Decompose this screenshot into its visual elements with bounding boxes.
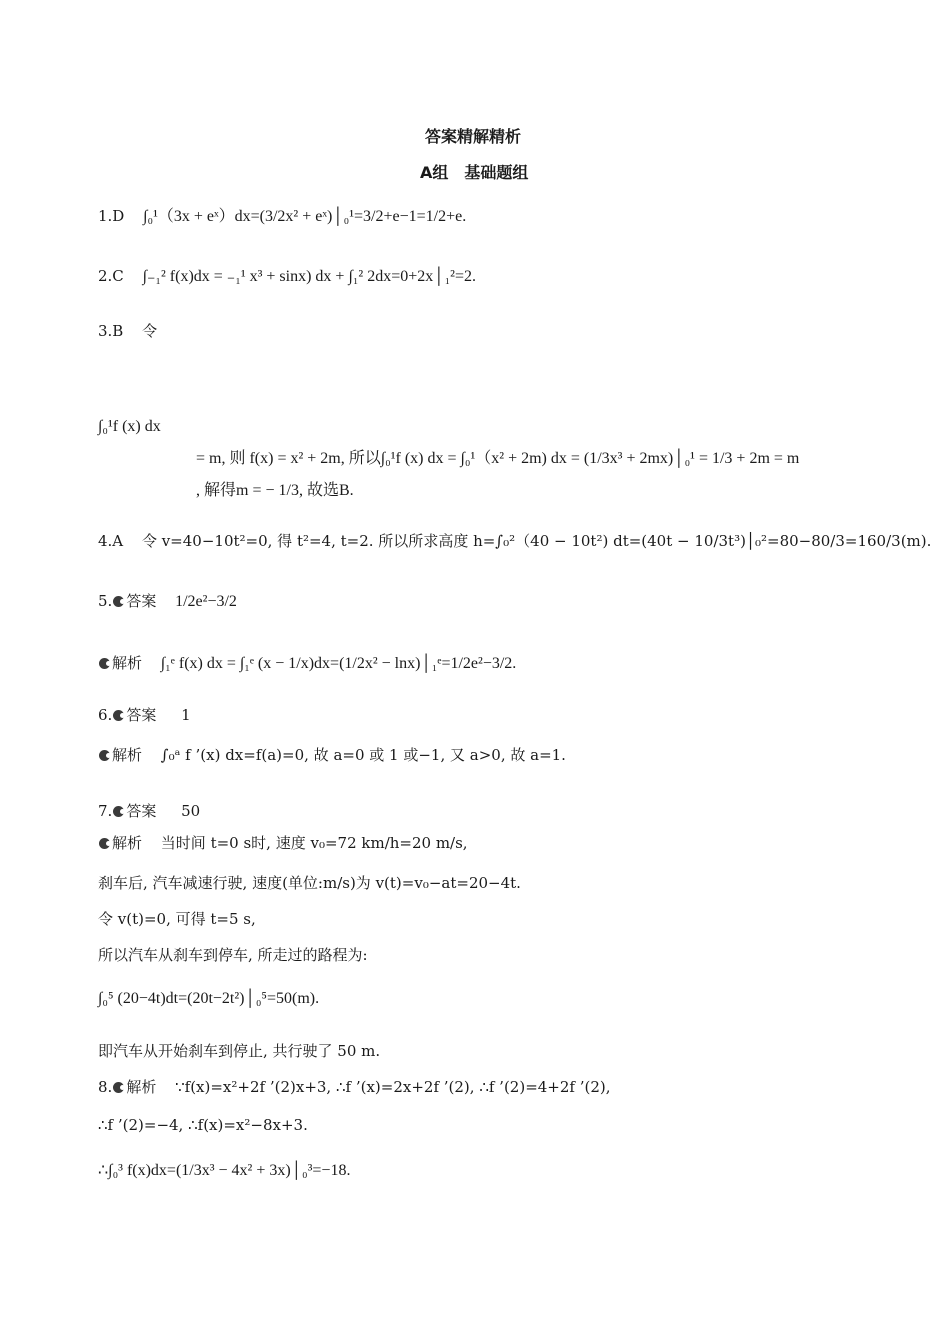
item-body: 1 [181,706,191,724]
analysis-icon [99,658,110,669]
item-7-line-2: 刹车后, 汽车减速行驶, 速度(单位:m/s)为 v(t)=v₀−at=20−4t. [98,874,521,892]
item-number: 5. [98,592,113,610]
item-7-line-6: 即汽车从开始刹车到停止, 共行驶了 50 m. [98,1042,381,1060]
item-3-line-2: = m, 则 f(x) = x² + 2m, 所以∫₀¹f (x) dx = ∫₀¹（x² + 2m) dx = (1/3x³ + 2mx)│₀¹ = 1/3 + 2m = m [196,450,800,467]
item-body: 1/2e²−3/2 [175,593,237,610]
item-number: 8. [98,1078,113,1096]
answer-item-2 [98,265,476,288]
answer-item-4 [98,530,931,552]
item-body: ∫₁ᵉ f(x) dx = ∫₁ᵉ (x − 1/x)dx=(1/2x² − lnx)│₁ᵉ=1/2e²−3/2. [160,655,517,672]
answer-item-5 [98,590,237,613]
section-subtitle: A组 基础题组 [420,163,529,182]
item-8-line-3: ∴∫₀³ f(x)dx=(1/3x³ − 4x² + 3x)│₀³=−18. [98,1162,351,1179]
item-3-line-3: , 解得m = − 1/3, 故选B. [196,482,354,499]
answer-label: 答案 [126,592,157,610]
page-title: 答案精解精析 [425,127,522,146]
item-body: 50 [181,802,201,820]
item-body: ∫₀ᵃ f ’(x) dx=f(a)=0, 故 a=0 或 1 或−1, 又 a>0, 故 a=1. [160,746,566,764]
item-body: 令 [142,322,158,340]
answer-item-8 [98,1076,611,1098]
analysis-label: 解析 [126,1078,157,1096]
answer-item-3 [98,320,157,342]
answer-item-5-analysis [98,652,516,675]
item-8-line-2: ∴f ’(2)=−4, ∴f(x)=x²−8x+3. [98,1116,308,1134]
analysis-label: 解析 [112,834,143,852]
analysis-icon [99,838,110,849]
item-body: ∫₋₁² f(x)dx = ₋₁¹ x³ + sinx) dx + ∫₁² 2dx=0+2x│₁²=2. [142,268,476,285]
item-number: 4.A [98,532,124,550]
answer-icon [113,596,124,607]
answer-item-1 [98,205,466,228]
item-body: ∵f(x)=x²+2f ’(2)x+3, ∴f ’(x)=2x+2f ’(2), ∴f ’(2)=4+2f ’(2), [175,1078,611,1096]
analysis-label: 解析 [112,654,143,672]
answer-item-7 [98,800,200,822]
answer-icon [113,710,124,721]
answer-item-6-analysis [98,744,566,766]
item-7-line-5: ∫₀⁵ (20−4t)dt=(20t−2t²)│₀⁵=50(m). [98,990,320,1007]
item-number: 6. [98,706,113,724]
item-number: 2.C [98,267,124,285]
answer-item-7-analysis [98,832,468,854]
item-body: 令 v=40−10t²=0, 得 t²=4, t=2. 所以所求高度 h=∫₀²（40 − 10t²) dt=(40t − 10/3t³)│₀²=80−80/3=160/3(m). [141,532,932,550]
item-3-integral: ∫₀¹f (x) dx [98,418,161,435]
item-number: 3.B [98,322,124,340]
answer-label: 答案 [126,706,157,724]
analysis-label: 解析 [112,746,143,764]
item-number: 7. [98,802,113,820]
analysis-icon [113,1082,124,1093]
answer-label: 答案 [126,802,157,820]
item-7-line-3: 令 v(t)=0, 可得 t=5 s, [98,910,256,928]
analysis-icon [99,750,110,761]
item-7-line-4: 所以汽车从刹车到停车, 所走过的路程为: [98,946,368,964]
item-body: 当时间 t=0 s时, 速度 v₀=72 km/h=20 m/s, [160,834,468,852]
answer-item-6 [98,704,191,726]
item-number: 1.D [98,207,125,225]
item-body: ∫₀¹（3x + eˣ）dx=(3/2x² + eˣ)│₀¹=3/2+e−1=1/2+e. [143,208,467,225]
answer-icon [113,806,124,817]
